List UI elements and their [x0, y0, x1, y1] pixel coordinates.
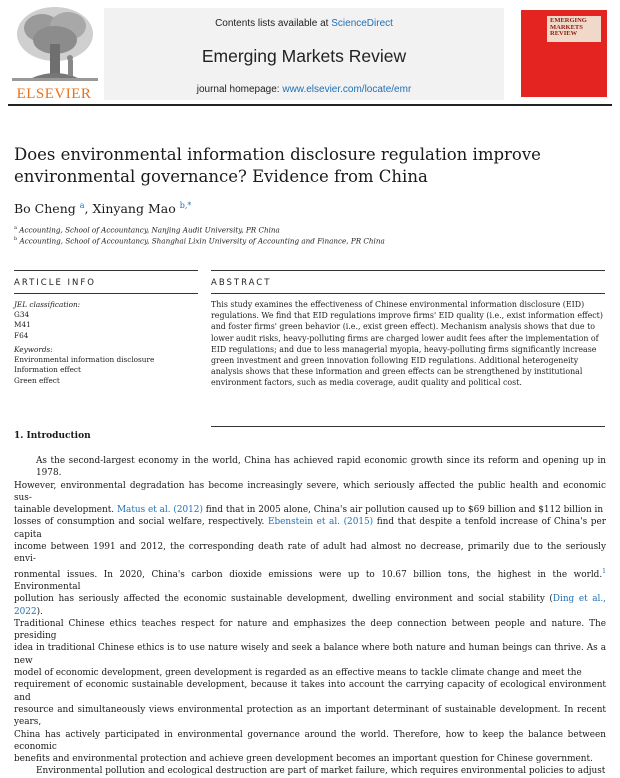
- citation-link[interactable]: Ding et al., 2022: [14, 594, 606, 617]
- jel-code[interactable]: F64: [14, 330, 29, 340]
- publisher-name: ELSEVIER: [16, 86, 92, 102]
- jel-code[interactable]: G34: [14, 310, 30, 320]
- body-fragment: losses of consumption and social welfare, respectively.: [14, 517, 268, 528]
- citation-link[interactable]: Matus et al. (2012): [116, 505, 203, 516]
- title-line: Does environmental information disclosure regulation improve: [14, 145, 541, 164]
- jel-classification: [14, 300, 80, 341]
- keyword[interactable]: Environmental information disclosure: [14, 355, 155, 365]
- keyword[interactable]: Information effect: [14, 365, 81, 375]
- body-line: benefits and environmental protection and achieve green development becomes an important question for Chinese government.: [14, 754, 593, 765]
- homepage-prefix: journal homepage:: [196, 84, 283, 95]
- introduction-heading: 1. Introduction: [14, 431, 91, 441]
- footnote-marker[interactable]: 1: [602, 567, 606, 575]
- journal-info-box: [104, 8, 504, 100]
- jel-label: JEL classification:: [14, 300, 81, 309]
- body-line: resource and simultaneously views environmental protection as an important determinant of sustainable development. In recent years,: [14, 704, 606, 728]
- journal-homepage-link[interactable]: www.elsevier.com/locate/emr: [282, 84, 412, 95]
- body-line: [14, 566, 606, 594]
- jel-code[interactable]: M41: [14, 320, 31, 330]
- contents-prefix: Contents lists available at: [215, 18, 332, 29]
- journal-title[interactable]: Emerging Markets Review: [201, 46, 407, 66]
- cover-line: MARKETS: [550, 23, 583, 31]
- body-fragment: find that despite a tenfold increase of China's per capita: [14, 517, 606, 540]
- contents-line: [104, 18, 504, 29]
- cover-line: REVIEW: [550, 30, 578, 37]
- cover-line: EMERGING: [550, 17, 587, 24]
- abstract-line: EID regulations; and due to less managerial myopia, heavy-polluting firms significantly increase: [211, 344, 597, 354]
- abstract-line: analysis shows that these information and green effects can be strengthened by institutional: [211, 367, 583, 377]
- article-info-rule: [14, 270, 198, 271]
- journal-header: [0, 0, 620, 108]
- body-fragment: ).: [36, 606, 43, 617]
- body-line: As the second-largest economy in the world, China has achieved rapid economic growth since its reform and opening up in 1978.: [36, 456, 606, 479]
- cover-label: [547, 16, 601, 42]
- abstract-line: lower audit risks, heavy-polluting firms are charged lower audit fees after the implementation of: [211, 333, 599, 343]
- body-line: requirement of economic sustainable development, because it takes into account the carrying capacity of ecological environment and: [14, 680, 606, 703]
- body-line: [14, 504, 606, 516]
- header-divider: [8, 104, 612, 106]
- abstract-line: This study examines the effectiveness of Chinese environmental information disclosure (EID): [211, 300, 585, 309]
- body-line: idea in traditional Chinese ethics is to use nature wisely and seek a balance where both nature and human beings can thrive. As a new: [14, 643, 606, 666]
- affiliation-marker[interactable]: b,*: [179, 201, 192, 210]
- article-info-subrule: [14, 293, 198, 294]
- abstract-line: and foster firms' green behavior (i.e., exist green effect). Mechanism analysis shows that due to: [211, 322, 596, 332]
- homepage-line: [104, 84, 504, 95]
- abstract-rule: [211, 270, 605, 271]
- author-separator: ,: [84, 201, 93, 217]
- keywords-block: [14, 345, 154, 386]
- body-line: model of economic development, green development is regarded as an effective means to tackle climate change and meet the: [14, 668, 582, 679]
- body-line: China has actively participated in environmental governance around the world. Therefore, how to keep the balance between economic: [14, 729, 606, 752]
- cover-text: [547, 16, 601, 38]
- body-line: [14, 593, 606, 618]
- body-line: Environmental pollution and ecological destruction are part of market failure, which requires environmental policies to adjust: [36, 766, 606, 777]
- affiliation-sup: b: [14, 236, 18, 242]
- introduction-body: [14, 455, 606, 778]
- author-name[interactable]: Bo Cheng: [14, 201, 76, 217]
- title-line: environmental governance? Evidence from China: [14, 167, 428, 186]
- body-fragment: tainable development.: [14, 505, 117, 516]
- article-title: [14, 144, 604, 188]
- abstract-line: green investment and green innovation following EID regulations. Additional heterogeneity: [211, 356, 579, 366]
- author-name[interactable]: Xinyang Mao: [92, 201, 176, 217]
- elsevier-tree-icon: [12, 4, 98, 86]
- abstract-body: [211, 299, 603, 389]
- body-line: However, environmental degradation has become increasingly severe, which seriously affected the public health and economic sus-: [14, 480, 606, 503]
- abstract-subrule: [211, 293, 605, 294]
- affiliation-text: Accounting, School of Accountancy, Nanjing Audit University, PR China: [19, 225, 280, 235]
- elsevier-logo[interactable]: [8, 4, 96, 100]
- abstract-line: environment factors, such as media coverage, audit quality and political cost.: [211, 378, 522, 388]
- body-fragment: pollution has seriously affected the economic sustainable development, dwelling environment and social stability (: [14, 594, 553, 605]
- body-fragment: Environmental: [14, 581, 81, 592]
- affiliation-marker[interactable]: a: [79, 201, 85, 210]
- citation-link[interactable]: Ebenstein et al. (2015): [267, 517, 374, 528]
- keywords-label: Keywords:: [14, 345, 53, 354]
- abstract-heading: ABSTRACT: [211, 278, 272, 288]
- abstract-line: regulations. We find that EID regulations improve firms' EID quality (i.e., exist information effect): [211, 311, 603, 321]
- body-line: Traditional Chinese ethics teaches respect for nature and emphasizes the deep connection between people and nature. The presiding: [14, 618, 606, 642]
- abstract-bottom-rule: [211, 426, 605, 427]
- article-info-heading: ARTICLE INFO: [14, 278, 96, 288]
- affiliation-text: Accounting, School of Accountancy, Shanghai Lixin University of Accounting and Finance, PR China: [19, 236, 385, 246]
- affiliation-a: [14, 225, 280, 234]
- body-line: income between 1991 and 2012, the corresponding death rate of adult had almost no decrease, primarily due to the seriously envi-: [14, 542, 606, 565]
- body-fragment: ronmental issues. In 2020, China's carbon dioxide emissions were up to 10.67 billion tons, the highest in the world.: [14, 569, 603, 580]
- affiliation-sup: a: [14, 225, 17, 231]
- affiliation-b: [14, 236, 385, 245]
- sciencedirect-link[interactable]: ScienceDirect: [331, 18, 393, 29]
- keyword[interactable]: Green effect: [14, 375, 60, 385]
- body-fragment: find that in 2005 alone, China's air pollution caused up to $69 billion and $112 billion in: [202, 505, 604, 516]
- journal-cover-thumbnail[interactable]: [521, 10, 607, 97]
- author-list: [14, 201, 191, 216]
- body-line: [14, 516, 606, 541]
